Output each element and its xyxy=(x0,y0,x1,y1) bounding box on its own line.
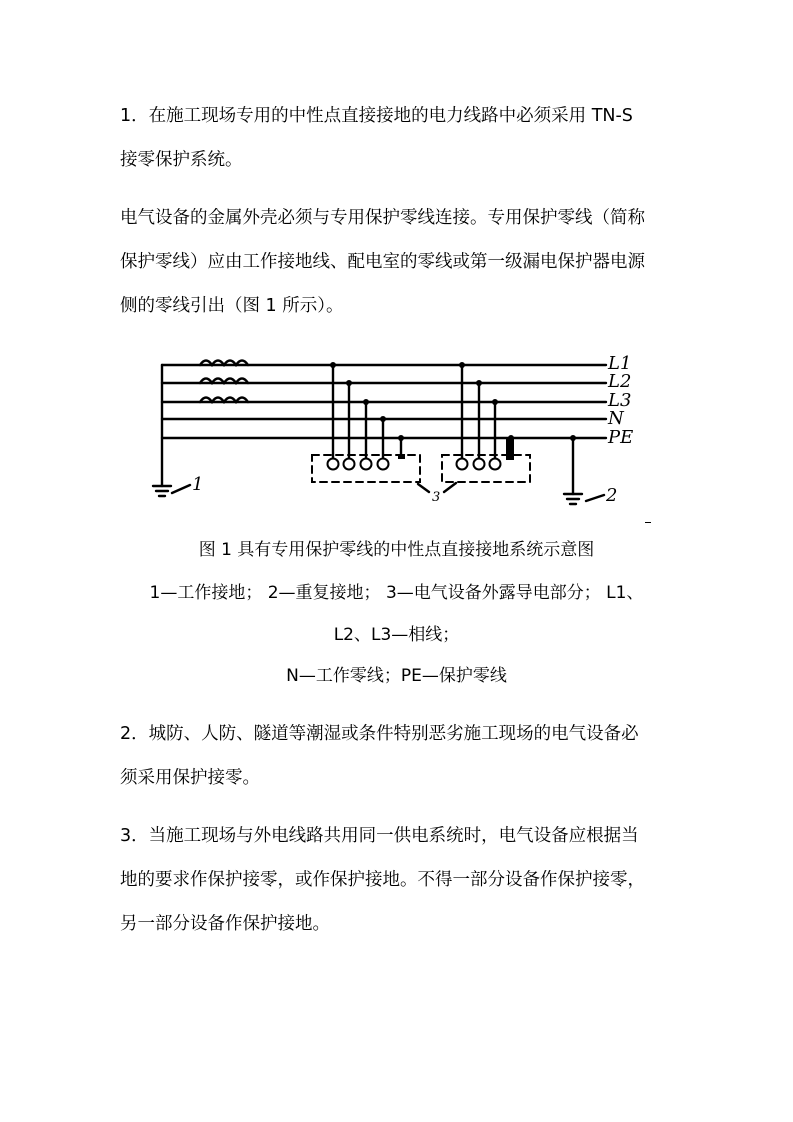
terminal-d2-2 xyxy=(474,459,485,470)
terminal-d1-3 xyxy=(361,459,372,470)
terminal-d2-3 xyxy=(490,459,501,470)
paragraph-3-line-1: 2．城防、人防、隧道等潮湿或条件特别恶劣施工现场的电气设备必 xyxy=(120,724,639,744)
paragraph-2-line-3: 侧的零线引出（图 1 所示）。 xyxy=(120,296,344,316)
node-d1-pe xyxy=(398,435,404,441)
node-d2-l2 xyxy=(476,380,482,386)
callout-1: 1 xyxy=(192,474,204,495)
device-2-enclosure xyxy=(442,455,530,482)
paragraph-1-line-2: 接零保护系统。 xyxy=(120,150,243,170)
terminal-d1-2 xyxy=(344,459,355,470)
callout-3: 3 xyxy=(432,490,441,505)
node-d1-l1 xyxy=(330,362,336,368)
d1-pe-terminal xyxy=(398,454,405,459)
paragraph-3 xyxy=(120,712,680,800)
paragraph-3-line-2: 须采用保护接零。 xyxy=(120,768,260,788)
node-repeat-ground xyxy=(570,435,576,441)
terminal-d2-1 xyxy=(457,459,468,470)
paragraph-4-line-2: 地的要求作保护接零，或作保护接地。不得一部分设备作保护接零， xyxy=(120,870,645,890)
figure-legend-line-3: N—工作零线；PE—保护零线 xyxy=(286,666,507,686)
figure-legend-line-2: L2、L3—相线； xyxy=(333,625,460,645)
node-d1-l2 xyxy=(346,380,352,386)
node-d1-n xyxy=(380,416,386,422)
callout-3-leader-2 xyxy=(444,483,456,492)
label-l3: L3 xyxy=(608,390,632,411)
d2-pe-terminal xyxy=(506,438,514,460)
label-l2: L2 xyxy=(608,371,632,392)
label-pe: PE xyxy=(608,427,634,448)
node-d2-l1 xyxy=(459,362,465,368)
node-d2-l3 xyxy=(492,399,498,405)
callout-1-leader xyxy=(172,485,190,493)
paragraph-4-line-3: 另一部分设备作保护接地。 xyxy=(120,914,330,934)
figure-legend-line-1: 1—工作接地； 2—重复接地； 3—电气设备外露导电部分； L1、 xyxy=(149,583,644,603)
callout-2-leader xyxy=(586,495,604,501)
paragraph-1-line-1: 1．在施工现场专用的中性点直接接地的电力线路中必须采用 TN-S xyxy=(120,106,633,126)
callout-3-leader-1 xyxy=(418,484,429,492)
paragraph-2-line-1: 电气设备的金属外壳必须与专用保护零线连接。专用保护零线（简称 xyxy=(120,208,645,228)
node-d1-l3 xyxy=(363,399,369,405)
tn-s-diagram xyxy=(148,352,648,524)
label-l1: L1 xyxy=(608,353,632,374)
label-n: N xyxy=(608,408,624,429)
callout-2: 2 xyxy=(606,485,618,506)
figure-caption: 图 1 具有专用保护零线的中性点直接接地系统示意图 xyxy=(198,540,595,560)
paragraph-2 xyxy=(120,196,680,328)
paragraph-2-line-2: 保护零线）应由工作接地线、配电室的零线或第一级漏电保护器电源 xyxy=(120,252,645,272)
paragraph-4 xyxy=(120,814,680,946)
paragraph-1 xyxy=(120,94,680,182)
stray-mark xyxy=(645,522,651,523)
terminal-d1-4 xyxy=(378,459,389,470)
paragraph-4-line-1: 3．当施工现场与外电线路共用同一供电系统时，电气设备应根据当 xyxy=(120,826,639,846)
terminal-d1-1 xyxy=(328,459,339,470)
